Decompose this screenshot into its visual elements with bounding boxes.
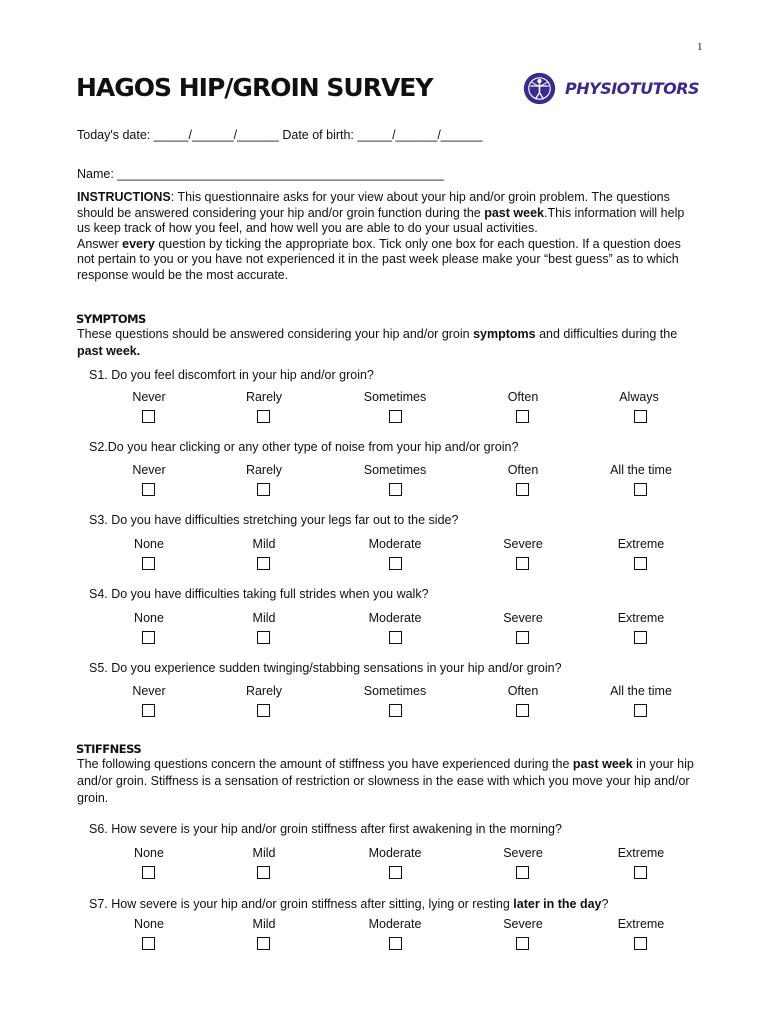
option-label: Rarely xyxy=(245,684,283,698)
checkbox[interactable] xyxy=(257,704,270,717)
options-s1 xyxy=(0,390,768,430)
intro-text: The following questions concern the amount of stiffness you have experienced during the xyxy=(77,757,573,771)
options-s5 xyxy=(0,684,768,724)
question-text: ? xyxy=(601,897,609,911)
checkbox[interactable] xyxy=(634,704,647,717)
option-label: Mild xyxy=(252,611,276,625)
checkbox[interactable] xyxy=(516,704,529,717)
instructions-block xyxy=(77,190,697,283)
instructions-paragraph-2 xyxy=(77,237,697,284)
stiffness-heading: STIFFNESS xyxy=(76,742,142,756)
checkbox[interactable] xyxy=(389,937,402,950)
option-label: All the time xyxy=(610,684,672,698)
checkbox[interactable] xyxy=(142,937,155,950)
checkbox[interactable] xyxy=(257,557,270,570)
option-label: None xyxy=(134,917,164,931)
intro-text: in your hip and/or groin. Stiffness is a sensation of restriction or slowness in the ease with which you move your hip and/or groin. xyxy=(77,757,694,805)
option-label: Extreme xyxy=(617,537,665,551)
symptoms-heading: SYMPTOMS xyxy=(76,312,146,326)
page-number: 1 xyxy=(697,41,703,53)
instructions-emphasis: past week xyxy=(484,205,544,220)
checkbox[interactable] xyxy=(389,866,402,879)
option-label: Sometimes xyxy=(363,463,427,477)
option-label: Severe xyxy=(503,611,543,625)
option-label: Never xyxy=(132,390,166,404)
option-label: Severe xyxy=(503,917,543,931)
checkbox[interactable] xyxy=(389,483,402,496)
question-s6: S6. How severe is your hip and/or groin stiffness after first awakening in the morning? xyxy=(89,822,562,836)
option-label: Mild xyxy=(252,917,276,931)
question-text: S7. How severe is your hip and/or groin stiffness after sitting, lying or resting xyxy=(89,897,514,911)
intro-text: and difficulties during the xyxy=(535,327,678,341)
option-label: Always xyxy=(619,390,659,404)
checkbox[interactable] xyxy=(516,483,529,496)
option-label: Extreme xyxy=(617,917,665,931)
option-label: Moderate xyxy=(368,537,422,551)
symptoms-intro xyxy=(77,326,697,360)
option-label: Moderate xyxy=(368,611,422,625)
instructions-label: INSTRUCTIONS xyxy=(77,190,171,204)
options-s2 xyxy=(0,463,768,503)
checkbox[interactable] xyxy=(257,937,270,950)
intro-emphasis: past week xyxy=(572,757,633,771)
checkbox[interactable] xyxy=(516,631,529,644)
option-label: Often xyxy=(507,684,539,698)
option-label: None xyxy=(134,846,164,860)
survey-title: HAGOS HIP/GROIN SURVEY xyxy=(76,73,433,102)
instructions-emphasis: every xyxy=(122,236,155,251)
option-label: All the time xyxy=(610,463,672,477)
checkbox[interactable] xyxy=(257,631,270,644)
name-field[interactable]: Name: _______________________________________________ xyxy=(77,167,445,181)
checkbox[interactable] xyxy=(634,631,647,644)
checkbox[interactable] xyxy=(142,410,155,423)
option-label: Rarely xyxy=(245,390,283,404)
checkbox[interactable] xyxy=(142,866,155,879)
question-s7 xyxy=(89,897,608,911)
option-label: Mild xyxy=(252,537,276,551)
checkbox[interactable] xyxy=(634,557,647,570)
option-label: Severe xyxy=(503,537,543,551)
instructions-text: : This questionnaire asks for your view about your hip and/or groin problem. The questions should be answered considering your hip and/or groin function during the xyxy=(77,190,670,220)
checkbox[interactable] xyxy=(257,866,270,879)
checkbox[interactable] xyxy=(257,483,270,496)
date-fields[interactable]: Today's date: _____/______/______ Date of birth: _____/______/______ xyxy=(77,128,483,142)
checkbox[interactable] xyxy=(516,866,529,879)
option-label: None xyxy=(134,537,164,551)
options-s3 xyxy=(0,537,768,577)
option-label: Often xyxy=(507,463,539,477)
checkbox[interactable] xyxy=(142,704,155,717)
instructions-text: Answer xyxy=(77,236,123,251)
checkbox[interactable] xyxy=(142,631,155,644)
question-s1: S1. Do you feel discomfort in your hip and/or groin? xyxy=(89,368,374,382)
instructions-paragraph-1 xyxy=(77,190,697,237)
option-label: Mild xyxy=(252,846,276,860)
checkbox[interactable] xyxy=(389,704,402,717)
question-emphasis: later in the day xyxy=(513,897,602,911)
question-s5: S5. Do you experience sudden twinging/stabbing sensations in your hip and/or groin? xyxy=(89,661,562,675)
intro-text: These questions should be answered considering your hip and/or groin xyxy=(77,327,474,341)
option-label: Extreme xyxy=(617,611,665,625)
intro-emphasis: past week. xyxy=(77,344,141,358)
question-s2: S2.Do you hear clicking or any other type of noise from your hip and/or groin? xyxy=(89,440,519,454)
checkbox[interactable] xyxy=(516,410,529,423)
question-s3: S3. Do you have difficulties stretching your legs far out to the side? xyxy=(89,513,459,527)
instructions-text: question by ticking the appropriate box. Tick only one box for each question. If a question does not pertain to you or you have not experienced it in the past week please make your “best guess” as to which response would be the most accurate. xyxy=(77,236,681,282)
question-s4: S4. Do you have difficulties taking full strides when you walk? xyxy=(89,587,429,601)
logo-text: PHYSIOTUTORS xyxy=(565,79,700,98)
checkbox[interactable] xyxy=(389,631,402,644)
vitruvian-man-icon xyxy=(523,72,556,105)
option-label: Never xyxy=(132,463,166,477)
checkbox[interactable] xyxy=(634,410,647,423)
checkbox[interactable] xyxy=(142,483,155,496)
checkbox[interactable] xyxy=(516,557,529,570)
checkbox[interactable] xyxy=(389,410,402,423)
checkbox[interactable] xyxy=(516,937,529,950)
option-label: Severe xyxy=(503,846,543,860)
checkbox[interactable] xyxy=(634,937,647,950)
physiotutors-logo xyxy=(523,72,699,105)
option-label: Sometimes xyxy=(363,684,427,698)
option-label: Moderate xyxy=(368,846,422,860)
option-label: Moderate xyxy=(368,917,422,931)
option-label: Extreme xyxy=(617,846,665,860)
checkbox[interactable] xyxy=(257,410,270,423)
option-label: Often xyxy=(507,390,539,404)
option-label: None xyxy=(134,611,164,625)
options-s4 xyxy=(0,611,768,651)
option-label: Rarely xyxy=(245,463,283,477)
options-s6 xyxy=(0,846,768,886)
options-s7 xyxy=(0,917,768,957)
checkbox[interactable] xyxy=(634,866,647,879)
stiffness-intro xyxy=(77,756,697,807)
option-label: Sometimes xyxy=(363,390,427,404)
option-label: Never xyxy=(132,684,166,698)
instructions-text: .This information will help us keep track of how you feel, and how well you are able to do your usual activities. xyxy=(77,205,685,235)
intro-emphasis: symptoms xyxy=(473,327,536,341)
checkbox[interactable] xyxy=(142,557,155,570)
checkbox[interactable] xyxy=(389,557,402,570)
checkbox[interactable] xyxy=(634,483,647,496)
